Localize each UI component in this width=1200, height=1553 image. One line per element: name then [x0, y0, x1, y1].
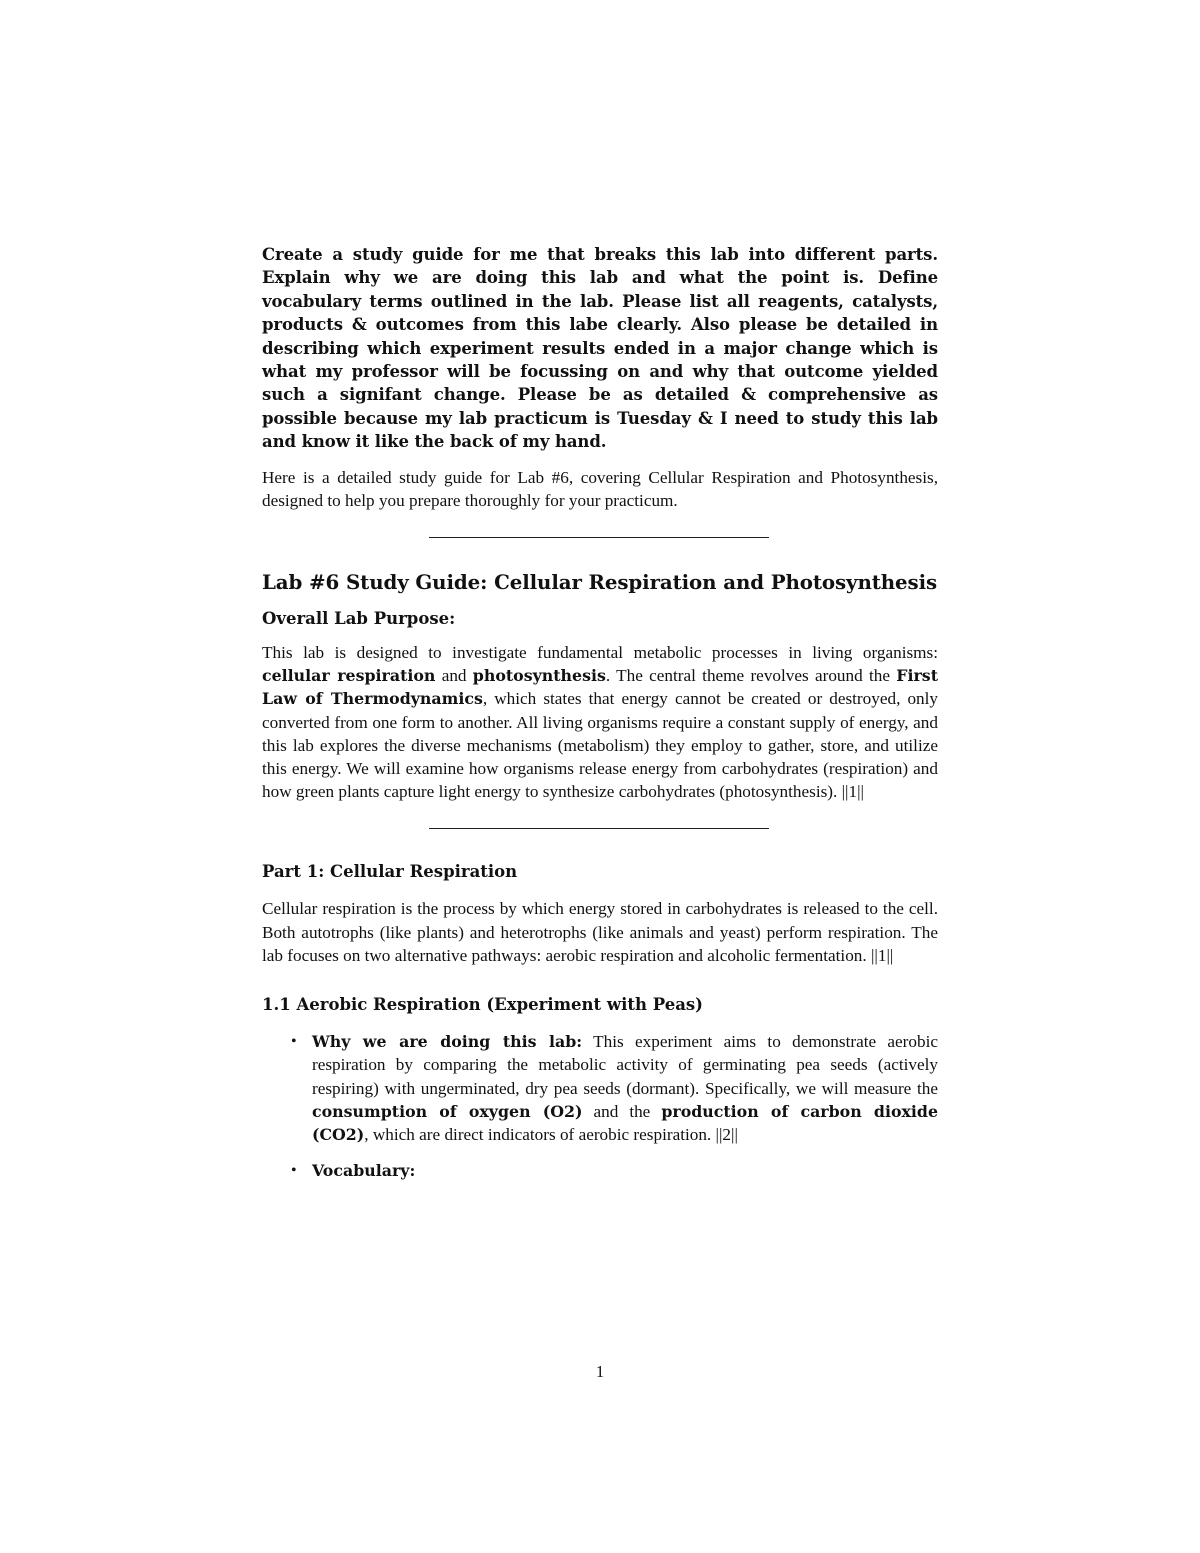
part1-paragraph: Cellular respiration is the process by which energy stored in carbohydrates is released to the cell. Both autotrophs (like plants) and heterotrophs (like animals and yeast) perform respiration. The lab focuses on two alternative pathways: aerobic respiration and alcoholic fermentation. ||1||: [262, 899, 938, 965]
bold-term: photosynthesis: [472, 666, 606, 686]
overall-purpose-heading: Overall Lab Purpose:: [262, 609, 456, 629]
section-1-1-list: [262, 1030, 938, 1182]
bold-term: Why we are doing this lab:: [312, 1032, 583, 1052]
bold-term: consumption of oxygen (O2): [312, 1101, 583, 1121]
user-prompt: Create a study guide for me that breaks this lab into different parts. Explain why we are doing this lab and what the point is. Define vocabulary terms outlined in the lab. Please list all reagents, catalysts, products & outcomes from this labe clearly. Also please be detailed in describing which experiment results ended in a major change which is what my professor will be focussing on and why that outcome yielded such a signifant change. Please be as detailed & comprehensive as possible because my lab practicum is Tuesday & I need to study this lab and know it like the back of my hand.: [262, 245, 938, 452]
bold-term: cellular respiration: [262, 666, 436, 686]
page-number: 1: [595, 1362, 605, 1381]
list-item: [262, 1159, 938, 1182]
guide-title: Lab #6 Study Guide: Cellular Respiration and Photosynthesis: [262, 570, 938, 595]
overall-purpose-paragraph: This lab is designed to investigate fundamental metabolic processes in living organisms: cellular respiration and photosynthesis. The central theme revolves around the First Law of Thermodynamics, which states that energy cannot be created or destroyed, only converted from one form to another. All living organisms require a constant supply of energy, and this lab explores the diverse mechanisms (metabolism) they employ to gather, store, and utilize this energy. We will examine how organisms release energy from carbohydrates (respiration) and how green plants capture light energy to synthesize carbohydrates (photosynthesis). ||1||: [262, 643, 938, 802]
list-item: • Why we are doing this lab: This experiment aims to demonstrate aerobic respiration by comparing the metabolic activity of germinating pea seeds (actively respiring) with ungerminated, dry pea seeds (dormant). Specifically, we will measure the consumption of oxygen (O2) and the production of carbon dioxide (CO2), which are direct indicators of aerobic respiration. ||2||: [291, 1032, 939, 1144]
document-page: [262, 243, 938, 1182]
bold-term: First Law of Thermodynamics: [262, 666, 938, 709]
intro-paragraph: Here is a detailed study guide for Lab #6, covering Cellular Respiration and Photosynthesis, designed to help you prepare thoroughly for your practicum.: [262, 467, 938, 510]
bullet-icon: •: [291, 1162, 297, 1180]
section-1-1-heading: 1.1 Aerobic Respiration (Experiment with Peas): [262, 995, 703, 1015]
bullet-icon: •: [291, 1033, 297, 1051]
horizontal-rule: [429, 537, 769, 538]
horizontal-rule: [429, 828, 769, 829]
bold-term: Vocabulary:: [312, 1161, 416, 1181]
part1-heading: Part 1: Cellular Respiration: [262, 862, 518, 882]
bold-term: production of carbon dioxide (CO2): [312, 1101, 939, 1144]
